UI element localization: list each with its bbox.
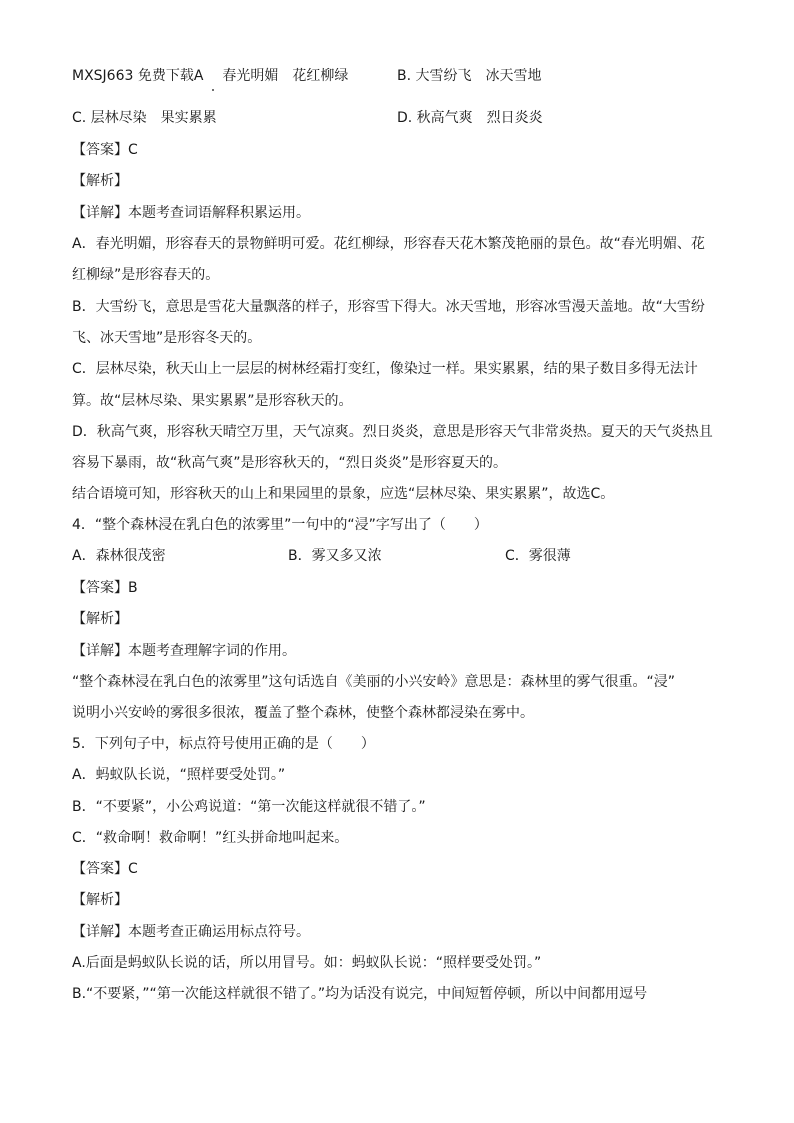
q5-detail-title: 【详解】本题考查正确运用标点符号。 — [72, 924, 310, 940]
q5-option-b: B．“不要紧”，小公鸡说道：“第一次能这样就很不错了。” — [72, 799, 426, 815]
q3-analysis-label: 【解析】 — [72, 173, 128, 189]
q3-detail-b-line1: B．大雪纷飞，意思是雪花大量飘落的样子，形容雪下得大。冰天雪地，形容冰雪漫天盖地。故“大雪纷 — [72, 299, 705, 315]
q3-option-c: C. 层林尽染 果实累累 — [72, 110, 217, 126]
q5-option-a: A．蚂蚁队长说，“照样要受处罚。” — [72, 767, 286, 783]
q5-question: 5．下列句子中，标点符号使用正确的是（ ） — [72, 736, 375, 752]
q5-option-c: C．“救命啊！救命啊！”红头拼命地叫起来。 — [72, 830, 349, 846]
q5-detail-a: A.后面是蚂蚁队长说的话，所以用冒号。如：蚂蚁队长说：“照样要受处罚。” — [72, 955, 542, 971]
q3-option-a: 春光明媚 花红柳绿 — [222, 68, 349, 84]
q5-analysis-label: 【解析】 — [72, 892, 128, 908]
q4-analysis-label: 【解析】 — [72, 611, 128, 627]
decorative-dot — [212, 89, 214, 91]
header-prefix: MXSJ663 免费下载A — [72, 68, 204, 84]
q3-conclusion: 结合语境可知，形容秋天的山上和果园里的景象，应选“层林尽染、果实累累”，故选C。 — [72, 486, 615, 502]
q4-detail-line1: “整个森林浸在乳白色的浓雾里”这句话选自《美丽的小兴安岭》意思是：森林里的雾气很重。“浸” — [72, 674, 676, 690]
q5-answer: 【答案】C — [72, 861, 138, 877]
q5-detail-b: B.“不要紧，”“第一次能这样就很不错了。”均为话没有说完，中间短暂停顿，所以中间都用逗号 — [72, 986, 648, 1002]
q3-detail-c-line2: 算。故“层林尽染、果实累累”是形容秋天的。 — [72, 393, 353, 409]
header-line — [72, 66, 348, 86]
q4-detail-title: 【详解】本题考查理解字词的作用。 — [72, 643, 296, 659]
q3-option-b: B. 大雪纷飞 冰天雪地 — [397, 68, 542, 84]
q4-answer: 【答案】B — [72, 580, 138, 596]
q3-detail-title: 【详解】本题考查词语解释积累运用。 — [72, 205, 310, 221]
q3-detail-d-line1: D．秋高气爽，形容秋天晴空万里，天气凉爽。烈日炎炎，意思是形容天气非常炎热。夏天的天气炎热且 — [72, 424, 713, 440]
q3-detail-b-line2: 飞、冰天雪地”是形容冬天的。 — [72, 330, 262, 346]
q4-detail-line2: 说明小兴安岭的雾很多很浓，覆盖了整个森林，使整个森林都浸染在雾中。 — [72, 705, 534, 721]
q3-option-d: D. 秋高气爽 烈日炎炎 — [397, 110, 543, 126]
q4-question: 4．“整个森林浸在乳白色的浓雾里”一句中的“浸”字写出了（ ） — [72, 517, 488, 533]
q4-option-a: A．森林很茂密 — [72, 548, 166, 564]
q3-detail-d-line2: 容易下暴雨，故“秋高气爽”是形容秋天的，“烈日炎炎”是形容夏天的。 — [72, 455, 508, 471]
q3-detail-a-line1: A．春光明媚，形容春天的景物鲜明可爱。花红柳绿，形容春天花木繁茂艳丽的景色。故“春光明媚、花 — [72, 236, 705, 252]
q3-detail-c-line1: C．层林尽染，秋天山上一层层的树林经霜打变红，像染过一样。果实累累，结的果子数目多得无法计 — [72, 361, 698, 377]
q4-option-c: C．雾很薄 — [505, 548, 571, 564]
q3-detail-a-line2: 红柳绿”是形容春天的。 — [72, 267, 220, 283]
q4-option-b: B．雾又多又浓 — [288, 548, 382, 564]
q3-answer: 【答案】C — [72, 142, 138, 158]
